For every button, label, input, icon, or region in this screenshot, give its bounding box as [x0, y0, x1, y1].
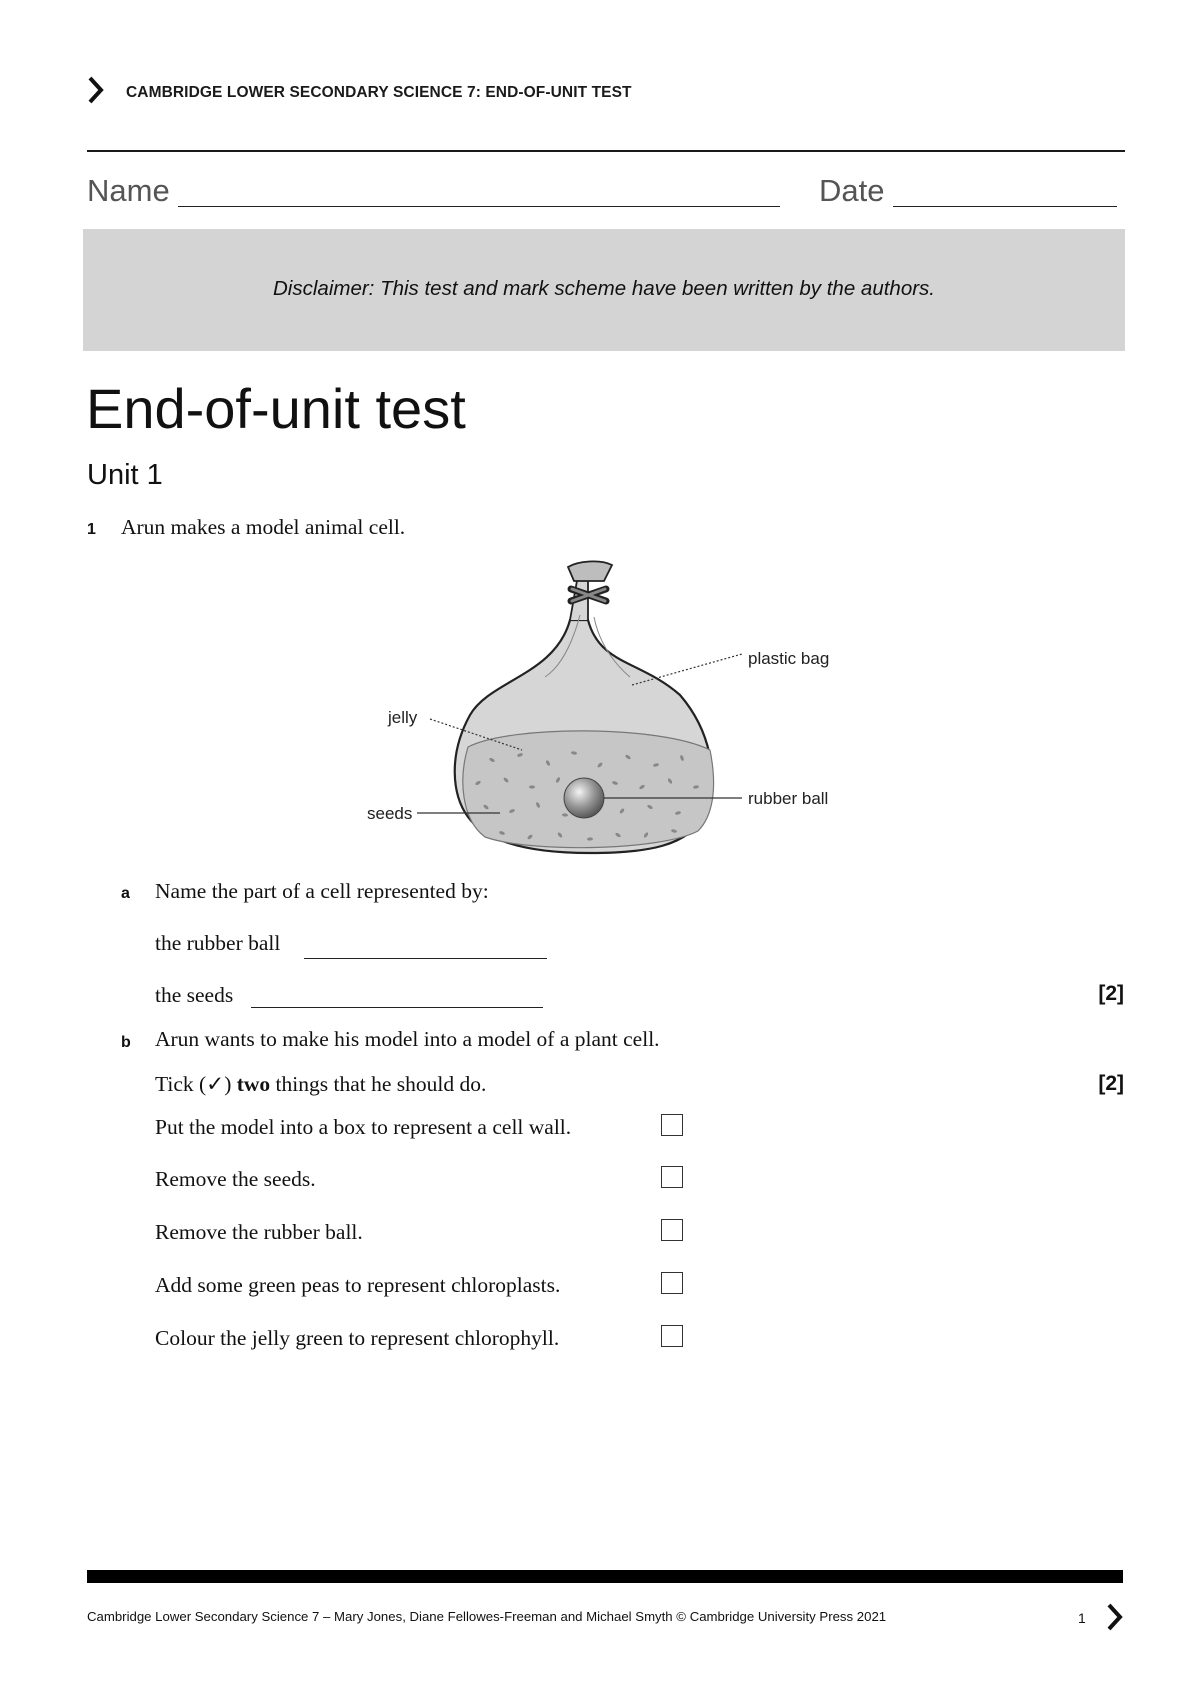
- question-number: 1: [87, 521, 96, 538]
- option-label: Add some green peas to represent chloroplasts.: [155, 1273, 561, 1297]
- tick-prefix: Tick (✓): [155, 1072, 232, 1096]
- option-checkbox[interactable]: [661, 1166, 683, 1188]
- bag-top: [568, 561, 612, 581]
- footer-bar: [87, 1570, 1123, 1583]
- option-label: Remove the rubber ball.: [155, 1220, 363, 1244]
- option-label: Colour the jelly green to represent chlorophyll.: [155, 1326, 560, 1350]
- option-label: Remove the seeds.: [155, 1167, 316, 1191]
- date-label: Date: [819, 173, 885, 208]
- rubber-ball-shape: [564, 778, 604, 818]
- rubber-ball-answer-field[interactable]: [304, 958, 547, 959]
- tick-emphasis: two: [236, 1072, 271, 1096]
- disclaimer-text: Disclaimer: This test and mark scheme have been written by the authors.: [273, 277, 935, 300]
- rubber-ball-label: rubber ball: [748, 789, 829, 808]
- part-a-marks: [2]: [1098, 982, 1124, 1005]
- jelly-label: jelly: [388, 708, 418, 727]
- page-title: End-of-unit test: [86, 377, 466, 440]
- seeds-answer-field[interactable]: [251, 1007, 543, 1008]
- date-field[interactable]: [893, 206, 1117, 207]
- next-page-chevron-icon[interactable]: [1105, 1602, 1123, 1632]
- rubber-ball-line-label: the rubber ball: [155, 931, 281, 955]
- option-checkbox[interactable]: [661, 1325, 683, 1347]
- question-text: Arun makes a model animal cell.: [121, 515, 406, 539]
- option-label: Put the model into a box to represent a cell wall.: [155, 1115, 572, 1139]
- plastic-bag-label: plastic bag: [748, 649, 830, 668]
- part-b-prompt: Arun wants to make his model into a model of a plant cell.: [155, 1027, 660, 1051]
- seeds-line-label: the seeds: [155, 983, 234, 1007]
- part-b-marks: [2]: [1098, 1072, 1124, 1095]
- chevron-right-icon: [86, 75, 104, 105]
- header-title: CAMBRIDGE LOWER SECONDARY SCIENCE 7: END-OF-UNIT TEST: [126, 84, 632, 101]
- part-b-letter: b: [121, 1034, 131, 1051]
- footer-credit: Cambridge Lower Secondary Science 7 – Mary Jones, Diane Fellowes-Freeman and Michael Smyth © Cambridge University Press 2021: [87, 1609, 887, 1624]
- tick-instruction: [155, 1072, 486, 1097]
- name-field[interactable]: [178, 206, 780, 207]
- page-number: 1: [1078, 1610, 1086, 1626]
- option-checkbox[interactable]: [661, 1114, 683, 1136]
- option-checkbox[interactable]: [661, 1219, 683, 1241]
- tick-suffix: things that he should do.: [275, 1072, 487, 1096]
- header-rule: [87, 150, 1125, 152]
- part-a-letter: a: [121, 885, 130, 902]
- name-label: Name: [87, 173, 170, 208]
- seeds-label: seeds: [367, 804, 413, 823]
- option-checkbox[interactable]: [661, 1272, 683, 1294]
- model-cell-diagram: [360, 555, 860, 860]
- unit-heading: Unit 1: [87, 459, 163, 491]
- part-a-prompt: Name the part of a cell represented by:: [155, 879, 489, 903]
